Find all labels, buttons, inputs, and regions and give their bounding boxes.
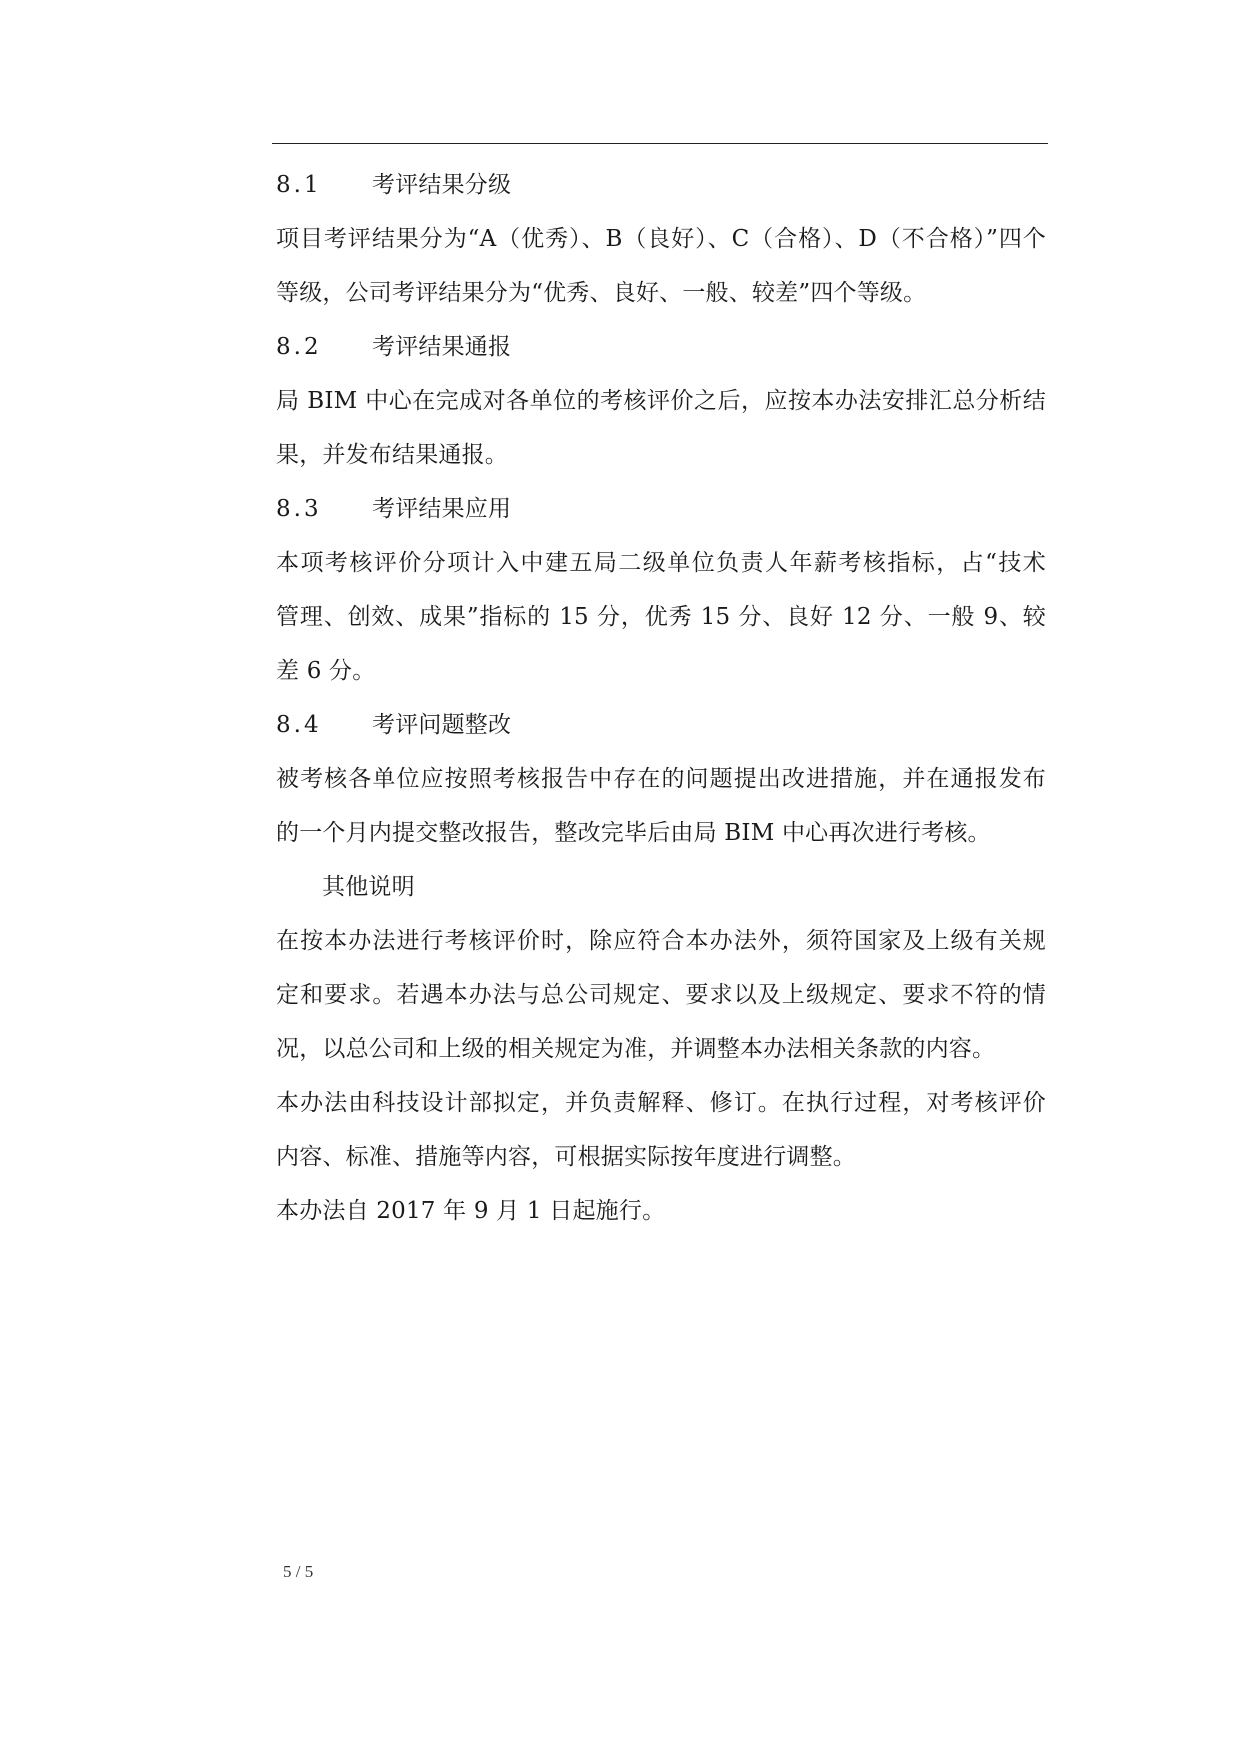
section-number: 8.1 <box>276 172 322 198</box>
document-body <box>276 158 1046 1238</box>
paragraph-line: 本项考核评价分项计入中建五局二级单位负责人年薪考核指标，占“技术 <box>276 550 1046 576</box>
paragraph-line: 管理、创效、成果”指标的 15 分，优秀 15 分、良好 12 分、一般 9、较 <box>276 604 1046 630</box>
paragraph-line: 定和要求。若遇本办法与总公司规定、要求以及上级规定、要求不符的情 <box>276 982 1046 1008</box>
paragraph-line: 等级，公司考评结果分为“优秀、良好、一般、较差”四个等级。 <box>276 280 927 306</box>
header-rule <box>272 143 1048 144</box>
paragraph-line: 被考核各单位应按照考核报告中存在的问题提出改进措施，并在通报发布 <box>276 766 1046 792</box>
section-title: 其他说明 <box>322 874 415 900</box>
paragraph-line: 的一个月内提交整改报告，整改完毕后由局 BIM 中心再次进行考核。 <box>276 820 991 846</box>
section-title: 考评结果应用 <box>372 496 512 522</box>
section-number: 8.3 <box>276 496 322 522</box>
section-heading-8-2 <box>276 320 1046 374</box>
paragraph-line: 内容、标准、措施等内容，可根据实际按年度进行调整。 <box>276 1144 856 1170</box>
paragraph-line: 局 BIM 中心在完成对各单位的考核评价之后，应按本办法安排汇总分析结 <box>276 388 1046 414</box>
section-heading-other <box>276 860 1046 914</box>
section-title: 考评结果通报 <box>372 334 512 360</box>
paragraph-line: 差 6 分。 <box>276 658 376 684</box>
paragraph-line: 项目考评结果分为“A（优秀）、B（良好）、C（合格）、D（不合格）”四个 <box>276 226 1046 252</box>
section-heading-8-3 <box>276 482 1046 536</box>
section-number: 8.4 <box>276 712 322 738</box>
section-title: 考评问题整改 <box>372 712 512 738</box>
paragraph-line: 本办法自 2017 年 9 月 1 日起施行。 <box>276 1198 666 1224</box>
paragraph-line: 果，并发布结果通报。 <box>276 442 508 468</box>
paragraph-line: 况，以总公司和上级的相关规定为准，并调整本办法相关条款的内容。 <box>276 1036 996 1062</box>
paragraph-line: 在按本办法进行考核评价时，除应符合本办法外，须符国家及上级有关规 <box>276 928 1046 954</box>
page-number: 5 / 5 <box>283 1562 314 1581</box>
section-heading-8-4 <box>276 698 1046 752</box>
paragraph-line: 本办法由科技设计部拟定，并负责解释、修订。在执行过程，对考核评价 <box>276 1090 1046 1116</box>
section-number: 8.2 <box>276 334 322 360</box>
section-heading-8-1 <box>276 158 1046 212</box>
section-title: 考评结果分级 <box>372 172 512 198</box>
